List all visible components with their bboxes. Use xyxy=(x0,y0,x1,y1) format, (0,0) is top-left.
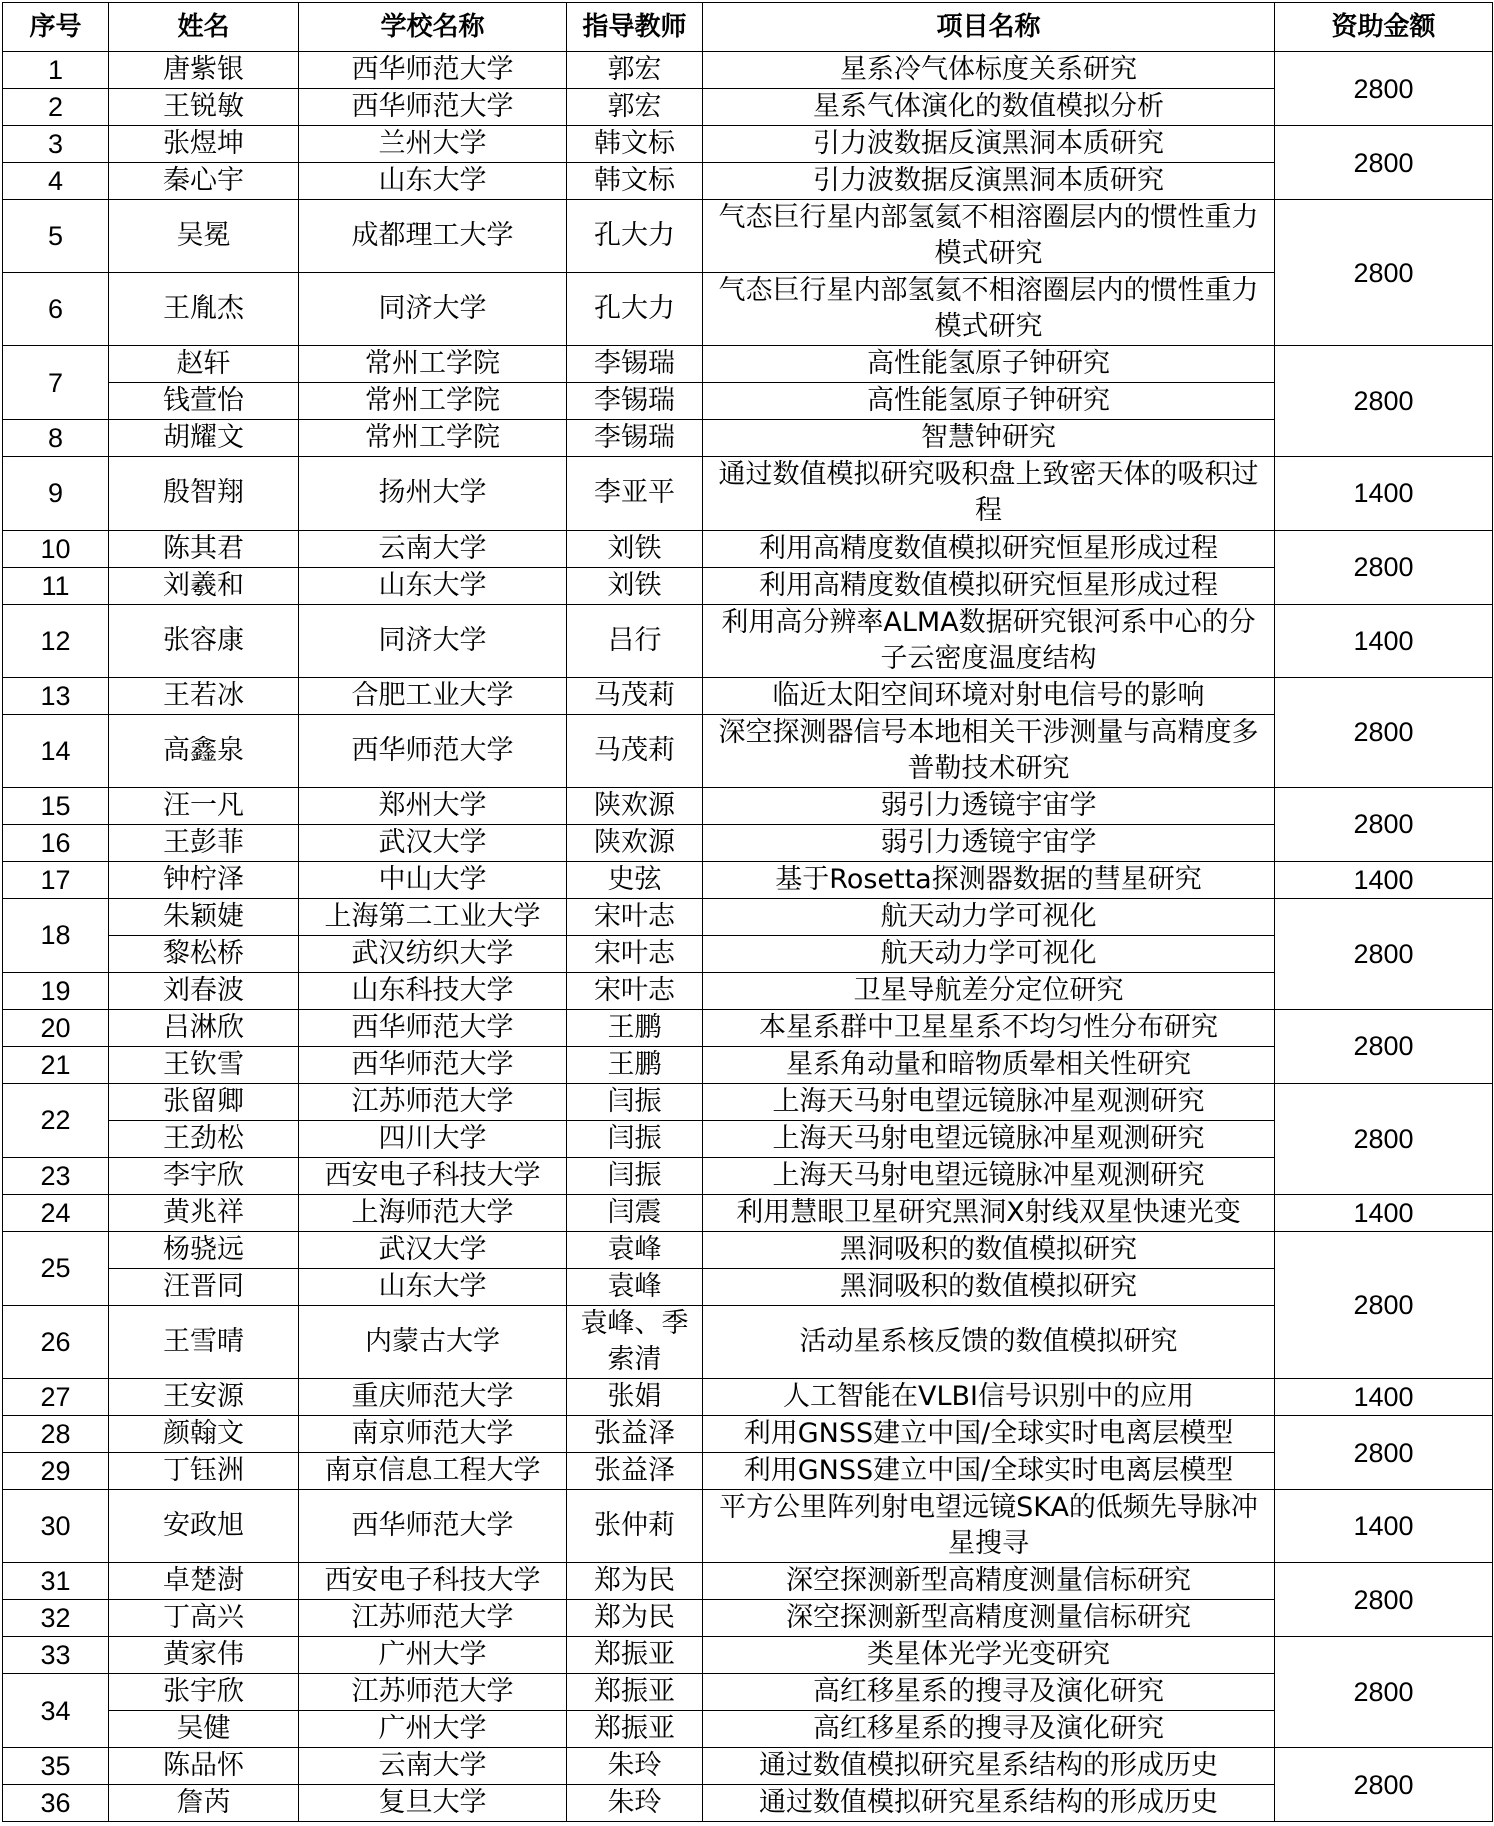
header-row xyxy=(3,3,1493,52)
cell-school: 常州工学院 xyxy=(299,346,567,383)
table-row xyxy=(3,898,1493,935)
cell-project: 高红移星系的搜寻及演化研究 xyxy=(703,1674,1275,1711)
cell-school: 江苏师范大学 xyxy=(299,1083,567,1120)
table-row xyxy=(3,1490,1493,1563)
cell-advisor: 袁峰 xyxy=(567,1231,703,1268)
table-row xyxy=(3,1194,1493,1231)
cell-project: 利用高精度数值模拟研究恒星形成过程 xyxy=(703,530,1275,567)
cell-name: 王彭菲 xyxy=(109,824,299,861)
cell-project: 弱引力透镜宇宙学 xyxy=(703,824,1275,861)
cell-school: 常州工学院 xyxy=(299,383,567,420)
table-row xyxy=(3,200,1493,273)
cell-seq: 26 xyxy=(3,1305,109,1378)
cell-name: 朱颖婕 xyxy=(109,898,299,935)
table-row xyxy=(3,935,1493,972)
cell-name: 汪晋同 xyxy=(109,1268,299,1305)
cell-amount: 2800 xyxy=(1275,898,1493,1009)
table-row xyxy=(3,1305,1493,1378)
cell-amount: 2800 xyxy=(1275,1083,1493,1194)
cell-project: 航天动力学可视化 xyxy=(703,898,1275,935)
cell-seq: 13 xyxy=(3,677,109,714)
table-row xyxy=(3,52,1493,89)
cell-name: 黄家伟 xyxy=(109,1637,299,1674)
cell-school: 西华师范大学 xyxy=(299,1009,567,1046)
cell-seq: 23 xyxy=(3,1157,109,1194)
cell-advisor: 王鹏 xyxy=(567,1046,703,1083)
cell-school: 西华师范大学 xyxy=(299,52,567,89)
cell-school: 云南大学 xyxy=(299,1748,567,1785)
cell-name: 丁钰洲 xyxy=(109,1453,299,1490)
cell-project: 深空探测新型高精度测量信标研究 xyxy=(703,1600,1275,1637)
cell-school: 内蒙古大学 xyxy=(299,1305,567,1378)
cell-project: 星系角动量和暗物质晕相关性研究 xyxy=(703,1046,1275,1083)
cell-amount: 2800 xyxy=(1275,1416,1493,1490)
cell-name: 王胤杰 xyxy=(109,273,299,346)
cell-name: 秦心宇 xyxy=(109,163,299,200)
cell-amount: 2800 xyxy=(1275,200,1493,346)
table-row xyxy=(3,126,1493,163)
cell-advisor: 韩文标 xyxy=(567,163,703,200)
cell-school: 云南大学 xyxy=(299,530,567,567)
cell-name: 陈品怀 xyxy=(109,1748,299,1785)
table-row xyxy=(3,1120,1493,1157)
cell-advisor: 宋叶志 xyxy=(567,935,703,972)
cell-advisor: 张娟 xyxy=(567,1379,703,1416)
cell-project: 临近太阳空间环境对射电信号的影响 xyxy=(703,677,1275,714)
cell-name: 王若冰 xyxy=(109,677,299,714)
cell-name: 高鑫泉 xyxy=(109,714,299,787)
cell-advisor: 郭宏 xyxy=(567,89,703,126)
cell-project: 引力波数据反演黑洞本质研究 xyxy=(703,163,1275,200)
cell-seq: 24 xyxy=(3,1194,109,1231)
table-row xyxy=(3,1379,1493,1416)
table-row xyxy=(3,1748,1493,1785)
cell-seq: 30 xyxy=(3,1490,109,1563)
cell-school: 江苏师范大学 xyxy=(299,1600,567,1637)
grant-table xyxy=(2,2,1493,1822)
cell-seq: 2 xyxy=(3,89,109,126)
cell-project: 深空探测器信号本地相关干涉测量与高精度多普勒技术研究 xyxy=(703,714,1275,787)
table-row xyxy=(3,861,1493,898)
cell-amount: 1400 xyxy=(1275,604,1493,677)
cell-name: 张留卿 xyxy=(109,1083,299,1120)
cell-seq: 20 xyxy=(3,1009,109,1046)
table-row xyxy=(3,383,1493,420)
cell-name: 黄兆祥 xyxy=(109,1194,299,1231)
cell-name: 赵轩 xyxy=(109,346,299,383)
header-school: 学校名称 xyxy=(299,3,567,52)
cell-name: 刘羲和 xyxy=(109,567,299,604)
cell-project: 本星系群中卫星星系不均匀性分布研究 xyxy=(703,1009,1275,1046)
cell-school: 同济大学 xyxy=(299,604,567,677)
cell-advisor: 朱玲 xyxy=(567,1785,703,1822)
cell-seq: 18 xyxy=(3,898,109,972)
cell-school: 西华师范大学 xyxy=(299,89,567,126)
table-row xyxy=(3,89,1493,126)
cell-advisor: 马茂莉 xyxy=(567,677,703,714)
cell-project: 高红移星系的搜寻及演化研究 xyxy=(703,1711,1275,1748)
cell-project: 活动星系核反馈的数值模拟研究 xyxy=(703,1305,1275,1378)
cell-project: 通过数值模拟研究星系结构的形成历史 xyxy=(703,1748,1275,1785)
cell-seq: 7 xyxy=(3,346,109,420)
cell-school: 合肥工业大学 xyxy=(299,677,567,714)
table-row xyxy=(3,346,1493,383)
cell-school: 山东大学 xyxy=(299,163,567,200)
cell-school: 武汉大学 xyxy=(299,1231,567,1268)
cell-name: 王锐敏 xyxy=(109,89,299,126)
cell-project: 利用GNSS建立中国/全球实时电离层模型 xyxy=(703,1416,1275,1453)
table-row xyxy=(3,1157,1493,1194)
cell-project: 人工智能在VLBI信号识别中的应用 xyxy=(703,1379,1275,1416)
cell-project: 高性能氢原子钟研究 xyxy=(703,383,1275,420)
cell-amount: 2800 xyxy=(1275,787,1493,861)
cell-seq: 36 xyxy=(3,1785,109,1822)
cell-advisor: 闫震 xyxy=(567,1194,703,1231)
cell-seq: 6 xyxy=(3,273,109,346)
table-row xyxy=(3,420,1493,457)
cell-amount: 2800 xyxy=(1275,346,1493,457)
cell-amount: 2800 xyxy=(1275,530,1493,604)
cell-project: 通过数值模拟研究吸积盘上致密天体的吸积过程 xyxy=(703,457,1275,530)
cell-project: 引力波数据反演黑洞本质研究 xyxy=(703,126,1275,163)
cell-amount: 1400 xyxy=(1275,1194,1493,1231)
table-row xyxy=(3,1231,1493,1268)
table-row xyxy=(3,677,1493,714)
table-body xyxy=(3,52,1493,1822)
table-row xyxy=(3,1674,1493,1711)
cell-advisor: 史弦 xyxy=(567,861,703,898)
cell-project: 利用高分辨率ALMA数据研究银河系中心的分子云密度温度结构 xyxy=(703,604,1275,677)
cell-advisor: 郭宏 xyxy=(567,52,703,89)
cell-advisor: 郑为民 xyxy=(567,1600,703,1637)
cell-seq: 25 xyxy=(3,1231,109,1305)
header-project: 项目名称 xyxy=(703,3,1275,52)
cell-advisor: 郑振亚 xyxy=(567,1637,703,1674)
cell-school: 武汉大学 xyxy=(299,824,567,861)
cell-school: 兰州大学 xyxy=(299,126,567,163)
cell-advisor: 闫振 xyxy=(567,1157,703,1194)
cell-amount: 2800 xyxy=(1275,1231,1493,1378)
cell-project: 黑洞吸积的数值模拟研究 xyxy=(703,1231,1275,1268)
cell-advisor: 陕欢源 xyxy=(567,787,703,824)
cell-amount: 1400 xyxy=(1275,861,1493,898)
cell-advisor: 王鹏 xyxy=(567,1009,703,1046)
cell-seq: 11 xyxy=(3,567,109,604)
table-row xyxy=(3,1083,1493,1120)
cell-school: 西安电子科技大学 xyxy=(299,1563,567,1600)
cell-project: 高性能氢原子钟研究 xyxy=(703,346,1275,383)
cell-school: 山东大学 xyxy=(299,1268,567,1305)
table-row xyxy=(3,163,1493,200)
cell-advisor: 宋叶志 xyxy=(567,972,703,1009)
cell-seq: 29 xyxy=(3,1453,109,1490)
cell-project: 星系气体演化的数值模拟分析 xyxy=(703,89,1275,126)
cell-project: 卫星导航差分定位研究 xyxy=(703,972,1275,1009)
table-row xyxy=(3,530,1493,567)
cell-name: 陈其君 xyxy=(109,530,299,567)
cell-amount: 1400 xyxy=(1275,457,1493,530)
cell-name: 汪一凡 xyxy=(109,787,299,824)
cell-project: 利用慧眼卫星研究黑洞X射线双星快速光变 xyxy=(703,1194,1275,1231)
cell-school: 广州大学 xyxy=(299,1637,567,1674)
table-row xyxy=(3,604,1493,677)
cell-name: 王钦雪 xyxy=(109,1046,299,1083)
cell-name: 殷智翔 xyxy=(109,457,299,530)
cell-advisor: 李锡瑞 xyxy=(567,383,703,420)
cell-name: 詹芮 xyxy=(109,1785,299,1822)
cell-advisor: 张仲莉 xyxy=(567,1490,703,1563)
table-row xyxy=(3,1009,1493,1046)
cell-seq: 32 xyxy=(3,1600,109,1637)
cell-seq: 22 xyxy=(3,1083,109,1157)
cell-school: 西华师范大学 xyxy=(299,714,567,787)
cell-school: 山东科技大学 xyxy=(299,972,567,1009)
cell-school: 西华师范大学 xyxy=(299,1490,567,1563)
cell-seq: 10 xyxy=(3,530,109,567)
cell-project: 深空探测新型高精度测量信标研究 xyxy=(703,1563,1275,1600)
cell-name: 丁高兴 xyxy=(109,1600,299,1637)
cell-advisor: 孔大力 xyxy=(567,273,703,346)
cell-seq: 17 xyxy=(3,861,109,898)
cell-advisor: 张益泽 xyxy=(567,1416,703,1453)
table-row xyxy=(3,1416,1493,1453)
cell-name: 张容康 xyxy=(109,604,299,677)
cell-seq: 1 xyxy=(3,52,109,89)
cell-school: 中山大学 xyxy=(299,861,567,898)
cell-seq: 5 xyxy=(3,200,109,273)
cell-school: 西安电子科技大学 xyxy=(299,1157,567,1194)
header-advisor: 指导教师 xyxy=(567,3,703,52)
cell-advisor: 闫振 xyxy=(567,1120,703,1157)
cell-advisor: 孔大力 xyxy=(567,200,703,273)
cell-project: 智慧钟研究 xyxy=(703,420,1275,457)
table-row xyxy=(3,457,1493,530)
cell-school: 广州大学 xyxy=(299,1711,567,1748)
cell-name: 张煜坤 xyxy=(109,126,299,163)
header-seq: 序号 xyxy=(3,3,109,52)
cell-name: 安政旭 xyxy=(109,1490,299,1563)
cell-advisor: 郑为民 xyxy=(567,1563,703,1600)
cell-seq: 9 xyxy=(3,457,109,530)
cell-advisor: 吕行 xyxy=(567,604,703,677)
cell-seq: 8 xyxy=(3,420,109,457)
cell-school: 重庆师范大学 xyxy=(299,1379,567,1416)
cell-school: 郑州大学 xyxy=(299,787,567,824)
cell-name: 钟柠泽 xyxy=(109,861,299,898)
cell-name: 刘春波 xyxy=(109,972,299,1009)
cell-name: 王安源 xyxy=(109,1379,299,1416)
cell-school: 江苏师范大学 xyxy=(299,1674,567,1711)
cell-seq: 35 xyxy=(3,1748,109,1785)
table-row xyxy=(3,1711,1493,1748)
cell-seq: 28 xyxy=(3,1416,109,1453)
cell-project: 利用高精度数值模拟研究恒星形成过程 xyxy=(703,567,1275,604)
cell-seq: 4 xyxy=(3,163,109,200)
cell-advisor: 刘铁 xyxy=(567,567,703,604)
cell-advisor: 袁峰 xyxy=(567,1268,703,1305)
cell-amount: 2800 xyxy=(1275,126,1493,200)
cell-project: 上海天马射电望远镜脉冲星观测研究 xyxy=(703,1083,1275,1120)
cell-name: 李宇欣 xyxy=(109,1157,299,1194)
cell-advisor: 袁峰、季索清 xyxy=(567,1305,703,1378)
cell-school: 上海师范大学 xyxy=(299,1194,567,1231)
cell-project: 基于Rosetta探测器数据的彗星研究 xyxy=(703,861,1275,898)
cell-seq: 3 xyxy=(3,126,109,163)
cell-project: 星系冷气体标度关系研究 xyxy=(703,52,1275,89)
cell-seq: 21 xyxy=(3,1046,109,1083)
cell-project: 通过数值模拟研究星系结构的形成历史 xyxy=(703,1785,1275,1822)
cell-amount: 2800 xyxy=(1275,1637,1493,1748)
cell-school: 南京信息工程大学 xyxy=(299,1453,567,1490)
cell-advisor: 宋叶志 xyxy=(567,898,703,935)
cell-advisor: 张益泽 xyxy=(567,1453,703,1490)
cell-amount: 2800 xyxy=(1275,1748,1493,1822)
cell-seq: 33 xyxy=(3,1637,109,1674)
cell-school: 南京师范大学 xyxy=(299,1416,567,1453)
table-row xyxy=(3,787,1493,824)
table-row xyxy=(3,1785,1493,1822)
cell-amount: 1400 xyxy=(1275,1379,1493,1416)
cell-seq: 14 xyxy=(3,714,109,787)
cell-name: 杨骁远 xyxy=(109,1231,299,1268)
cell-project: 气态巨行星内部氢氦不相溶圈层内的惯性重力模式研究 xyxy=(703,273,1275,346)
cell-amount: 1400 xyxy=(1275,1490,1493,1563)
cell-school: 成都理工大学 xyxy=(299,200,567,273)
cell-seq: 16 xyxy=(3,824,109,861)
cell-advisor: 韩文标 xyxy=(567,126,703,163)
cell-school: 同济大学 xyxy=(299,273,567,346)
cell-project: 类星体光学光变研究 xyxy=(703,1637,1275,1674)
cell-seq: 27 xyxy=(3,1379,109,1416)
cell-advisor: 马茂莉 xyxy=(567,714,703,787)
cell-amount: 2800 xyxy=(1275,1009,1493,1083)
cell-project: 上海天马射电望远镜脉冲星观测研究 xyxy=(703,1157,1275,1194)
cell-project: 气态巨行星内部氢氦不相溶圈层内的惯性重力模式研究 xyxy=(703,200,1275,273)
table-row xyxy=(3,1453,1493,1490)
cell-name: 王劲松 xyxy=(109,1120,299,1157)
cell-school: 西华师范大学 xyxy=(299,1046,567,1083)
table-row xyxy=(3,1563,1493,1600)
cell-name: 张宇欣 xyxy=(109,1674,299,1711)
cell-advisor: 李锡瑞 xyxy=(567,346,703,383)
cell-amount: 2800 xyxy=(1275,1563,1493,1637)
table-row xyxy=(3,824,1493,861)
table-row xyxy=(3,567,1493,604)
cell-school: 扬州大学 xyxy=(299,457,567,530)
header-amount: 资助金额 xyxy=(1275,3,1493,52)
cell-name: 颜翰文 xyxy=(109,1416,299,1453)
cell-project: 航天动力学可视化 xyxy=(703,935,1275,972)
cell-name: 钱萱怡 xyxy=(109,383,299,420)
cell-project: 平方公里阵列射电望远镜SKA的低频先导脉冲星搜寻 xyxy=(703,1490,1275,1563)
table-row xyxy=(3,1268,1493,1305)
cell-name: 王雪晴 xyxy=(109,1305,299,1378)
cell-amount: 2800 xyxy=(1275,52,1493,126)
cell-advisor: 郑振亚 xyxy=(567,1711,703,1748)
cell-seq: 19 xyxy=(3,972,109,1009)
cell-name: 吴冕 xyxy=(109,200,299,273)
cell-seq: 34 xyxy=(3,1674,109,1748)
cell-name: 吴健 xyxy=(109,1711,299,1748)
cell-amount: 2800 xyxy=(1275,677,1493,787)
cell-school: 复旦大学 xyxy=(299,1785,567,1822)
cell-project: 利用GNSS建立中国/全球实时电离层模型 xyxy=(703,1453,1275,1490)
table-row xyxy=(3,1046,1493,1083)
cell-school: 武汉纺织大学 xyxy=(299,935,567,972)
cell-advisor: 陕欢源 xyxy=(567,824,703,861)
cell-name: 唐紫银 xyxy=(109,52,299,89)
cell-seq: 15 xyxy=(3,787,109,824)
cell-project: 上海天马射电望远镜脉冲星观测研究 xyxy=(703,1120,1275,1157)
cell-seq: 12 xyxy=(3,604,109,677)
cell-project: 弱引力透镜宇宙学 xyxy=(703,787,1275,824)
header-name: 姓名 xyxy=(109,3,299,52)
cell-project: 黑洞吸积的数值模拟研究 xyxy=(703,1268,1275,1305)
cell-advisor: 李锡瑞 xyxy=(567,420,703,457)
table-row xyxy=(3,1600,1493,1637)
cell-advisor: 刘铁 xyxy=(567,530,703,567)
cell-school: 四川大学 xyxy=(299,1120,567,1157)
cell-school: 常州工学院 xyxy=(299,420,567,457)
cell-advisor: 朱玲 xyxy=(567,1748,703,1785)
cell-name: 胡耀文 xyxy=(109,420,299,457)
cell-school: 上海第二工业大学 xyxy=(299,898,567,935)
cell-advisor: 郑振亚 xyxy=(567,1674,703,1711)
table-row xyxy=(3,273,1493,346)
cell-name: 卓楚澍 xyxy=(109,1563,299,1600)
cell-school: 山东大学 xyxy=(299,567,567,604)
cell-advisor: 李亚平 xyxy=(567,457,703,530)
cell-seq: 31 xyxy=(3,1563,109,1600)
cell-name: 吕淋欣 xyxy=(109,1009,299,1046)
cell-advisor: 闫振 xyxy=(567,1083,703,1120)
table-row xyxy=(3,972,1493,1009)
table-row xyxy=(3,1637,1493,1674)
table-row xyxy=(3,714,1493,787)
cell-name: 黎松桥 xyxy=(109,935,299,972)
